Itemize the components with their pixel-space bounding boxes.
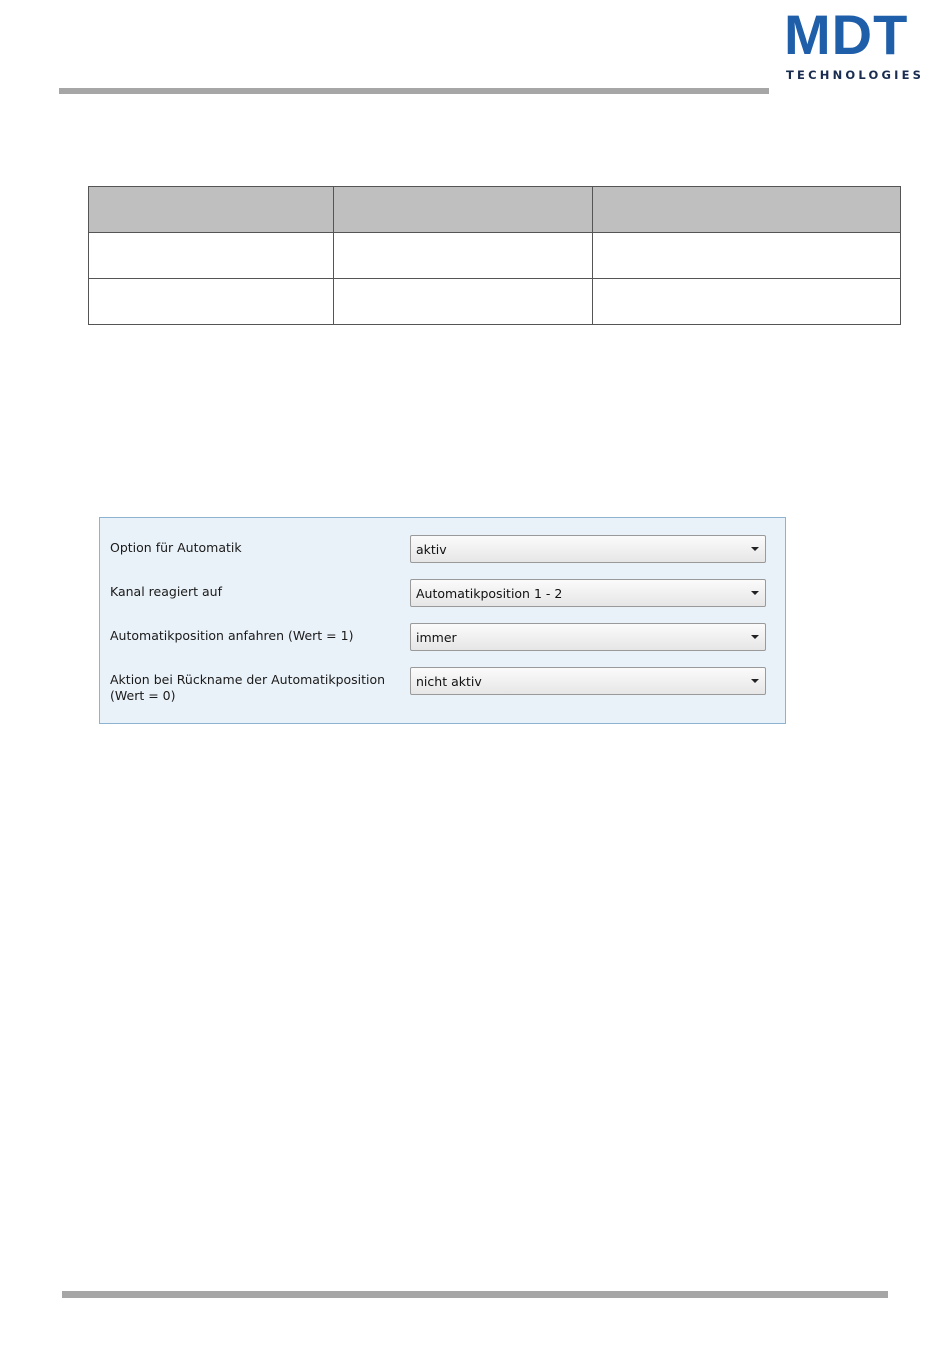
- option-automatik-select[interactable]: [410, 535, 766, 563]
- table-row: [89, 233, 901, 279]
- table-header-cell: [89, 187, 334, 233]
- table-cell: [593, 279, 901, 325]
- mdt-logo: [784, 3, 930, 84]
- dropdown-arrow-icon: [751, 635, 759, 639]
- automatikposition-anfahren-select[interactable]: [410, 623, 766, 651]
- option-automatik-value: aktiv: [416, 542, 447, 557]
- aktion-rueckname-select[interactable]: [410, 667, 766, 695]
- dropdown-arrow-icon: [751, 591, 759, 595]
- logo-mark: MDT: [784, 3, 909, 66]
- table-header-row: [89, 187, 901, 233]
- kanal-reagiert-value: Automatikposition 1 - 2: [416, 586, 563, 601]
- param-label-option-automatik: Option für Automatik: [110, 540, 242, 555]
- footer-divider: [62, 1291, 888, 1298]
- table-cell: [89, 233, 334, 279]
- table-cell: [334, 279, 593, 325]
- logo-subtitle: TECHNOLOGIES: [786, 68, 925, 82]
- table-row: [89, 279, 901, 325]
- table-header-cell: [334, 187, 593, 233]
- parameter-panel: [99, 517, 786, 724]
- param-label-kanal-reagiert: Kanal reagiert auf: [110, 584, 222, 599]
- param-label-aktion-rueckname: Aktion bei Rückname der Automatikposition (Wert = 0): [110, 672, 386, 703]
- aktion-rueckname-value: nicht aktiv: [416, 674, 482, 689]
- automatikposition-anfahren-value: immer: [416, 630, 457, 645]
- table-cell: [334, 233, 593, 279]
- param-label-automatikposition-anfahren: Automatikposition anfahren (Wert = 1): [110, 628, 354, 643]
- data-table: [88, 186, 901, 325]
- table-cell: [89, 279, 334, 325]
- table-cell: [593, 233, 901, 279]
- dropdown-arrow-icon: [751, 547, 759, 551]
- table-header-cell: [593, 187, 901, 233]
- header-divider: [59, 88, 769, 94]
- dropdown-arrow-icon: [751, 679, 759, 683]
- kanal-reagiert-select[interactable]: [410, 579, 766, 607]
